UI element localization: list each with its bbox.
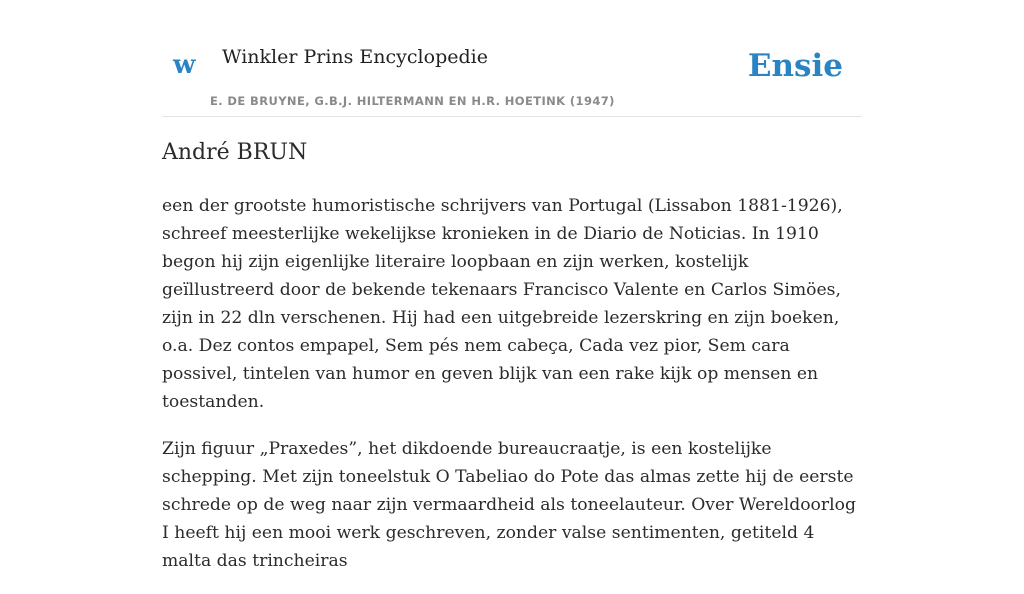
site-header [162, 0, 862, 117]
page-content [162, 0, 862, 571]
publication-title-link[interactable]: Winkler Prins Encyclopedie [222, 46, 488, 68]
entry-body [162, 192, 862, 594]
entry-title: André BRUN [162, 140, 308, 165]
entry-paragraph: een der grootste humoristische schrijvers van Portugal (Lissabon 1881-1926), schreef meesterlijke wekelijkse kronieken in de Diario de Noticias. In 1910 begon hij zijn eigenlijke literaire loopbaan en zijn werken, kostelijk geïllustreerd door de bekende tekenaars Francisco Valente en Carlos Simöes, zijn in 22 dln verschenen. Hij had een uitgebreide lezerskring en zijn boeken, o.a. Dez contos empapel, Sem pés nem cabeça, Cada vez pior, Sem cara possivel, tintelen van humor en geven blijk van een rake kijk op mensen en toestanden. [162, 196, 843, 412]
ensie-logo-link[interactable]: Ensie [747, 48, 843, 84]
entry-paragraph: Zijn figuur „Praxedes”, het dikdoende bureaucraatje, is een kostelijke schepping. Met zijn toneelstuk O Tabeliao do Pote das almas zette hij de eerste schrede op de weg naar zijn vermaardheid als toneelauteur. Over Wereldoorlog I heeft hij een mooi werk geschreven, zonder valse sentimenten, getiteld 4 malta das trincheiras [162, 439, 856, 571]
publication-logo-icon[interactable]: w [173, 50, 196, 80]
publication-authors: E. DE BRUYNE, G.B.J. HILTERMANN EN H.R. HOETINK (1947) [210, 94, 615, 108]
